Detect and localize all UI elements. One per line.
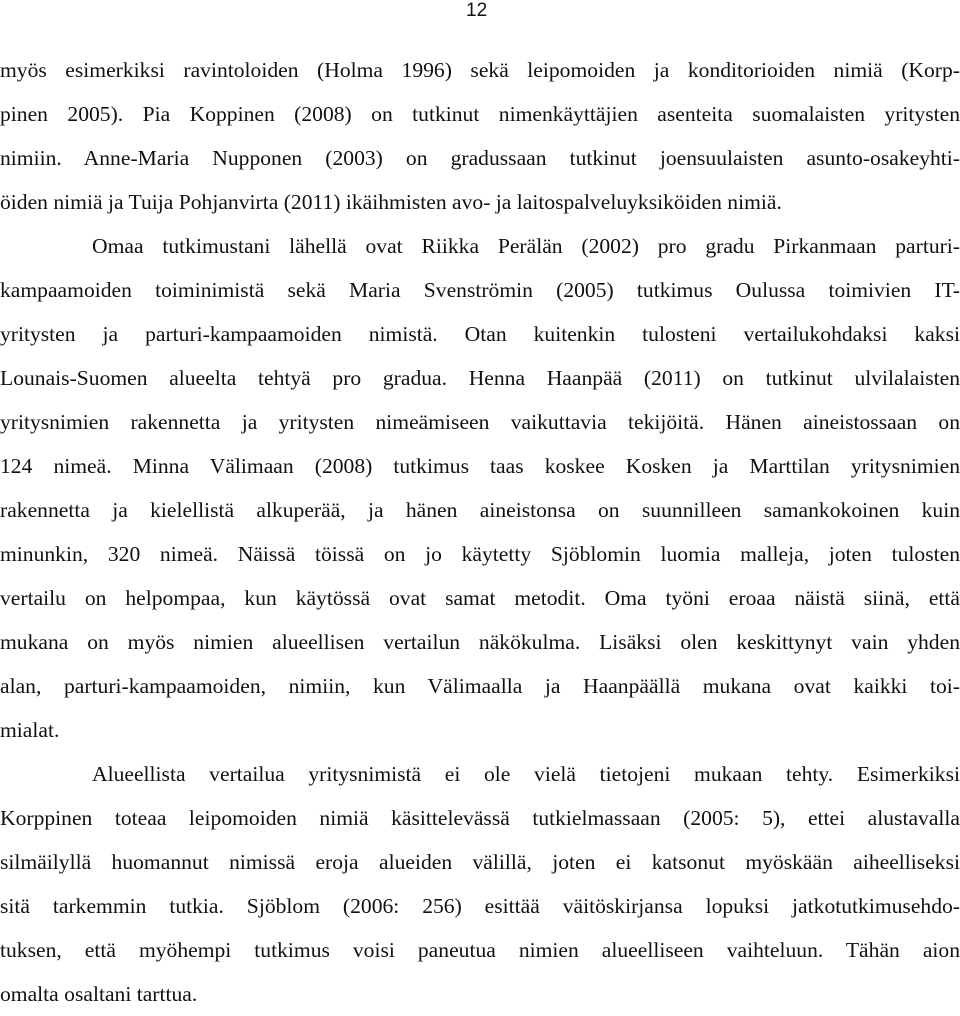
text-line: minunkin, 320 nimeä. Näissä töissä on jo käytetty Sjöblomin luomia malleja, joten tulosten xyxy=(0,542,960,566)
text-line: mukana on myös nimien alueellisen vertailun näkökulma. Lisäksi olen keskittynyt vain yhden xyxy=(0,630,960,654)
text-line: 124 nimeä. Minna Välimaan (2008) tutkimus taas koskee Kosken ja Marttilan yritysnimien xyxy=(0,454,960,478)
text-line: öiden nimiä ja Tuija Pohjanvirta (2011) ikäihmisten avo- ja laitospalveluyksiköiden nimiä. xyxy=(0,190,782,214)
paragraph-first-line: Alueellista vertailua yritysnimistä ei ole vielä tietojeni mukaan tehty. Esimerkiksi xyxy=(92,762,960,786)
text-line: sitä tarkemmin tutkia. Sjöblom (2006: 256) esittää väitöskirjansa lopuksi jatkotutkimusehdo- xyxy=(0,894,960,918)
text-line: silmäilyllä huomannut nimissä eroja alueiden välillä, joten ei katsonut myöskään aiheelliseksi xyxy=(0,850,960,874)
text-line: myös esimerkiksi ravintoloiden (Holma 1996) sekä leipomoiden ja konditorioiden nimiä (Korp- xyxy=(0,58,960,82)
text-line: Lounais-Suomen alueelta tehtyä pro gradua. Henna Haanpää (2011) on tutkinut ulvilalaisten xyxy=(0,366,960,390)
page-number: 12 xyxy=(466,0,488,21)
text-line: yritysten ja parturi-kampaamoiden nimistä. Otan kuitenkin tulosteni vertailukohdaksi kaksi xyxy=(0,322,960,346)
text-line: yritysnimien rakennetta ja yritysten nimeämiseen vaikuttavia tekijöitä. Hänen aineistossaan on xyxy=(0,410,960,434)
text-line: alan, parturi-kampaamoiden, nimiin, kun Välimaalla ja Haanpäällä mukana ovat kaikki toi- xyxy=(0,674,960,698)
text-line: Korppinen toteaa leipomoiden nimiä käsittelevässä tutkielmassaan (2005: 5), ettei alustavalla xyxy=(0,806,960,830)
text-line: mialat. xyxy=(0,718,60,742)
text-line: pinen 2005). Pia Koppinen (2008) on tutkinut nimenkäyttäjien asenteita suomalaisten yritysten xyxy=(0,102,960,126)
text-line: omalta osaltani tarttua. xyxy=(0,982,198,1006)
text-line: vertailu on helpompaa, kun käytössä ovat samat metodit. Oma työni eroaa näistä siinä, että xyxy=(0,586,960,610)
text-line: nimiin. Anne-Maria Nupponen (2003) on gradussaan tutkinut joensuulaisten asunto-osakeyhti- xyxy=(0,146,960,170)
paragraph-first-line: Omaa tutkimustani lähellä ovat Riikka Perälän (2002) pro gradu Pirkanmaan parturi- xyxy=(92,234,960,258)
text-line: rakennetta ja kielellistä alkuperää, ja hänen aineistonsa on suunnilleen samankokoinen kuin xyxy=(0,498,960,522)
text-line: tuksen, että myöhempi tutkimus voisi paneutua nimien alueelliseen vaihteluun. Tähän aion xyxy=(0,938,960,962)
text-line: kampaamoiden toiminimistä sekä Maria Svenströmin (2005) tutkimus Oulussa toimivien IT- xyxy=(0,278,960,302)
